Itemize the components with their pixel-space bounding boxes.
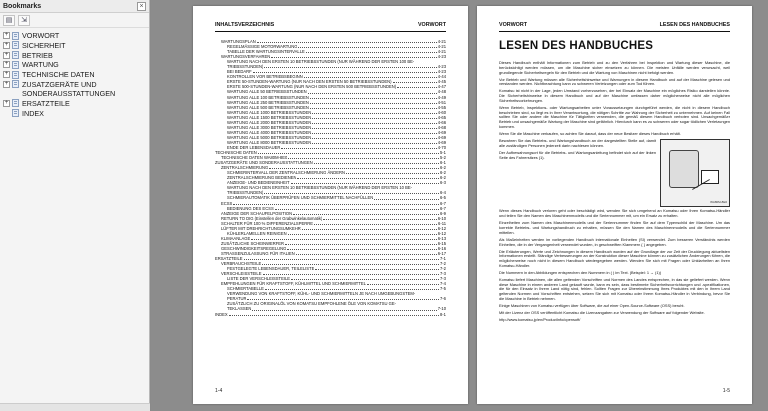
- toc-page: 4-23: [437, 69, 446, 75]
- toc-page: 4-69: [437, 129, 446, 135]
- toc-title: VERWENDUNG VON KRAFTSTOFF, KÜHL- UND SCHMIERMITTELN JE NACH UMGEBUNGSTEM-: [227, 291, 416, 297]
- toc-page: 4-45: [437, 79, 446, 85]
- page-header-right: LESEN DES HANDBUCHES: [659, 22, 730, 28]
- toc-title: FESTGELEGTE LEBENSDAUER, TEILELISTE: [227, 266, 315, 272]
- toc-leader: [288, 234, 437, 235]
- operator-seat-figure: [660, 139, 730, 207]
- toc-title: SCHMIERINTERVALL DER ZENTRALSCHMIERUNG ÄNDERN: [227, 170, 345, 176]
- toc-title: ECSS: [221, 200, 233, 206]
- bookmark-label: TECHNISCHE DATEN: [22, 70, 95, 80]
- toc-page: 6-7: [440, 205, 446, 211]
- toc-title: WARTUNG ALLE 3000 BETRIEBSSTUNDEN: [227, 124, 312, 130]
- body-paragraph: Wenn Betrieb, Inspektions- oder Wartungsarbeiten unter Voraussetzungen durchgeführt werden, die nicht in diesem Handbuch beschrieben sind, so liegt es in Ihrer Verantwortung, die nötigen Schritte zur Wahrung der Sicherheit zu unternehmen. Auf keinen Fall sollten Sie oder andere die Maschine für Tätigkeiten verwenden, die gemäß diesem Handbuch verboten sind. Unsachgemäßer Betrieb und unsachgemäße Wartung der Maschine sind gefährlich. Hierdurch kann es zu schweren oder sogar tödlichen Verletzungen kommen.: [499, 104, 730, 129]
- toc-page: 7-3: [440, 276, 446, 282]
- bookmarks-title: Bookmarks: [3, 2, 42, 10]
- toc-title: TECHNISCHE DATEN: [215, 150, 257, 156]
- toc-leader: [291, 183, 439, 184]
- toc-page: 4-65: [437, 114, 446, 120]
- toc-page: 4-23: [437, 64, 446, 70]
- toc-title: WARTUNG NACH DEN ERSTEN 10 BETRIEBSSTUNDEN (NUR WÄHREND DER ERSTEN 10 BE-: [227, 185, 412, 191]
- close-icon[interactable]: ×: [137, 2, 146, 11]
- body-paragraph: Die Erläuterungen, Werte und Zeichnungen in diesem Handbuch wurden auf der Grundlage der zur Zeit der Drucklegung aktuellsten Informationen erstellt. Ständige Verbesserungen an der Konstruktion dieser Maschine können zu zusätzlichen Änderungen führen, die möglicherweise noch nicht in diesem Handbuch wiedergegeben werden. Wenden Sie sich mit Fragen oder Unklarheiten an Ihren Komatsu-Händler.: [499, 248, 730, 268]
- toc-page: 7-2: [440, 266, 446, 272]
- toc-leader: [247, 299, 439, 300]
- toc-title: KONTROLLEN VOR BETRIEBSBEGINN: [227, 74, 303, 80]
- toc-title: WARTUNG ALLE 2000 BETRIEBSSTUNDEN: [227, 119, 312, 125]
- toc-title: ANZEIGE- UND BEDIENEINHEIT: [227, 180, 290, 186]
- toc-page: 6-7: [440, 200, 446, 206]
- section-body: [499, 61, 730, 325]
- toc-leader: [323, 219, 436, 220]
- toc-page: 6-10: [437, 215, 446, 221]
- expand-icon[interactable]: +: [4, 99, 9, 106]
- toc-title: ERSATZTEILE: [215, 256, 243, 262]
- bookmark-item[interactable]: [3, 109, 149, 118]
- toc-title: TEKLASSEN: [227, 306, 252, 312]
- page-number: 1-5: [722, 388, 730, 394]
- bookmark-icon: [12, 109, 19, 117]
- toc-leader: [312, 118, 436, 119]
- table-of-contents: [215, 39, 446, 317]
- toc-page: 8-1: [440, 311, 446, 317]
- horizontal-scrollbar[interactable]: [0, 403, 150, 411]
- toc-leader: [281, 148, 436, 149]
- toc-title: WARTUNG NACH DEN ERSTEN 10 BETRIEBSSTUNDEN (NUR WÄHREND DER ERSTEN 100 BE-: [227, 59, 415, 65]
- toc-title: WARTUNG ALLE 5000 BETRIEBSSTUNDEN: [227, 134, 312, 140]
- expand-icon[interactable]: +: [4, 41, 9, 48]
- toc-leader: [244, 259, 439, 260]
- toc-leader: [315, 269, 439, 270]
- bookmarks-toolbar: [0, 13, 149, 28]
- toc-page: 4-60: [437, 109, 446, 115]
- toc-page: 6-12: [437, 230, 446, 236]
- toc-title: WARTUNGSPLAN: [221, 39, 256, 44]
- bookmark-label: INDEX: [22, 108, 44, 118]
- body-paragraph: Als Maßeinheiten werden im vorliegenden Handbuch internationale Einheiten (SI) verwendet. Zum besseren Verständnis werden Einheiten, die in der Vergangenheit verwendet wurden, in geschweiften Klammern { } angegeben.: [499, 236, 730, 247]
- toc-leader: [314, 224, 437, 225]
- page-1-5: [477, 6, 752, 404]
- toc-leader: [304, 77, 437, 78]
- body-paragraph: Einzelheiten zum Namen des Maschinenmodells und der Seriennummer finden Sie auf dem Typenschild der Maschine. Um das korrekte Betriebs- und Wartungshandbuch zu erhalten, müssen Sie den Namen des Maschinenmodells und die Seriennummer mitteilen.: [499, 220, 730, 235]
- toc-page: 6-1: [440, 160, 446, 166]
- toc-leader: [393, 82, 437, 83]
- toc-page: 4-69: [437, 139, 446, 145]
- bookmark-item[interactable]: [3, 60, 149, 69]
- toc-page: 4-48: [437, 89, 446, 95]
- section-title: LESEN DES HANDBUCHES: [499, 40, 654, 52]
- expand-icon[interactable]: [3, 110, 10, 117]
- toc-leader: [285, 244, 437, 245]
- bookmark-item[interactable]: [3, 80, 149, 98]
- toc-entry[interactable]: [215, 312, 446, 317]
- body-paragraph: Komatsu ist nicht in der Lage, jeden Umstand vorherzusehen, der bei Einsatz der Maschine ein mögliches Risiko darstellen könnte. Die Sicherheitshinweise in diesem Handbuch und auf der Maschine umfassen daher möglicherweise nicht alle möglichen Sicherheitsvorkehrungen.: [499, 88, 730, 103]
- toc-title: EMPFEHLUNGEN FÜR KRAFTSTOFF, KÜHLMITTEL UND SCHMIERMITTEL: [221, 281, 366, 287]
- toc-entry[interactable]: [215, 291, 446, 296]
- toc-title: WARTUNG ALLE 250 BETRIEBSSTUNDEN: [227, 99, 309, 105]
- toc-title: STRASSENZULASSUNG FÜR ITALIEN: [221, 250, 295, 256]
- bookmark-item[interactable]: [3, 70, 149, 79]
- toc-page: 4-21: [437, 49, 446, 55]
- toc-title: RETURN TO DIG (Einstellen der Grabwinkelautomatik): [221, 215, 323, 221]
- bookmark-icon: [12, 32, 19, 40]
- toc-leader: [264, 193, 439, 194]
- bookmark-item[interactable]: [3, 51, 149, 60]
- expand-icon[interactable]: +: [4, 32, 9, 38]
- toc-page: 4-21: [437, 39, 446, 44]
- toc-leader: [397, 87, 437, 88]
- toc-leader: [257, 42, 437, 43]
- toc-leader: [293, 214, 439, 215]
- toc-leader: [312, 128, 436, 129]
- expand-icon[interactable]: +: [4, 51, 9, 58]
- toc-title: WARTUNG ALLE 1000 BETRIEBSSTUNDEN: [227, 109, 312, 115]
- toc-page: 6-3: [440, 180, 446, 186]
- toc-page: 4-51: [437, 99, 446, 105]
- bookmark-label: ZUSATZGERÄTE UND SONDERAUSSTATTUNGEN: [22, 79, 116, 99]
- bookmark-icon: [12, 61, 19, 69]
- toc-title: ZENTRALSCHMIERUNG BEDIENEN: [227, 175, 297, 181]
- toc-leader: [310, 103, 437, 104]
- toc-page: 4-66: [437, 119, 446, 125]
- bookmarks-panel: [0, 0, 150, 411]
- toc-leader: [346, 173, 439, 174]
- toc-leader: [288, 158, 439, 159]
- bookmark-list: [0, 28, 149, 118]
- toc-title: WARTUNG ALLE 4000 BETRIEBSSTUNDEN: [227, 129, 312, 135]
- toc-title: ANZEIGE DER SCHAUFELPOSITION: [221, 210, 293, 216]
- toc-leader: [265, 289, 439, 290]
- toc-title: ZENTRALSCHMIERUNG: [221, 165, 269, 171]
- toc-page: 4-49: [437, 94, 446, 100]
- toc-leader: [367, 284, 439, 285]
- bookmark-icon: [12, 41, 19, 49]
- toc-page: 6-2: [440, 165, 446, 171]
- toc-title: VERBRAUCHSTEILE: [221, 261, 262, 267]
- toc-leader: [308, 93, 437, 94]
- toc-title: ERSTE 500-STUNDEN-WARTUNG (NUR NACH DEN ERSTEN 500 BETRIEBSSTUNDEN): [227, 84, 397, 90]
- toc-leader: [297, 178, 439, 179]
- toc-page: 7-10: [437, 306, 446, 312]
- toc-page: 7-5: [440, 286, 446, 292]
- toc-title: VERSCHLEISSTEILE: [221, 271, 262, 277]
- toc-title: ZUSÄTZLICH ZU ORIGINALÖL VON KOMATSU EMPFOHLENE ÖLE VON KOMATSU GE-: [227, 301, 397, 307]
- toc-page: 5-1: [440, 150, 446, 156]
- toc-title: TECHNISCHE DATEN WA80M-8E0: [221, 155, 288, 161]
- toc-leader: [296, 254, 437, 255]
- toc-page: 6-15: [437, 240, 446, 246]
- toc-title: ENDE DER LEBENSDAUER: [227, 144, 281, 150]
- toc-leader: [298, 47, 436, 48]
- toc-page: 6-2: [440, 175, 446, 181]
- bookmark-item[interactable]: [3, 41, 149, 50]
- bookmark-item[interactable]: [3, 99, 149, 108]
- page-header: [215, 22, 446, 32]
- toc-leader: [312, 143, 436, 144]
- toc-title: LÜFTER MIT DREHRICHTUNGSUMKEHR: [221, 225, 301, 231]
- toc-page: 4-23: [437, 54, 446, 60]
- body-paragraph: Komatsu liefert Maschinen, die allen geltenden Vorschriften und Normen des Landes entsprechen, in das sie geliefert werden. Wenn diese Maschine in einem anderen Land gekauft wurde, kann es sein, dass bestimmte Sicherheitsvorrichtungen und -spezifikationen, die für den Einsatz in Ihrem Land nötig sind, fehlen. Sollten Fragen zur Übereinstimmung Ihres Produktes mit den in Ihrem Land geltenden Normen und Vorschriften entstehen, setzen Sie sich mit Komatsu oder Ihrem Komatsu-Händler in Verbindung, bevor Sie die Maschine in Betrieb nehmen.: [499, 276, 730, 301]
- toc-title: TABELLE DER WARTUNGSINTERVALLE: [227, 49, 305, 55]
- bookmark-icon: [12, 80, 19, 88]
- body-paragraph: Die Nummern in den Abbildungen entsprechen den Nummern in ( ) im Text. (Beispiel: 1 → (1)): [499, 269, 662, 275]
- expand-bookmark-icon[interactable]: ⇲: [18, 15, 30, 26]
- toc-leader: [312, 133, 436, 134]
- toc-page: 7-3: [440, 271, 446, 277]
- toc-title: BEDIENUNG DES ECSS: [227, 205, 274, 211]
- toc-title: BEI BEDARF: [227, 69, 252, 75]
- body-paragraph: Wenn dieses Handbuch verloren geht oder beschädigt wird, wenden Sie sich umgehend an Komatsu oder Ihren Komatsu-Händler und teilen Sie den Namen des Maschinenmodells und die Seriennummer mit, um ein Ersatz zu erhalten.: [499, 208, 730, 219]
- toc-page: 6-12: [437, 225, 446, 231]
- toc-page: 4-44: [437, 74, 446, 80]
- toc-page: 4-70: [437, 144, 446, 150]
- toc-title: PERATUR: [227, 296, 247, 302]
- toc-leader: [269, 168, 439, 169]
- toc-page: 6-11: [438, 220, 446, 226]
- page-1-4: [193, 6, 468, 404]
- toc-page: 6-2: [440, 170, 446, 176]
- page-footer: [499, 388, 730, 394]
- bookmark-icon: [12, 99, 19, 107]
- toc-page: 6-9: [440, 210, 446, 216]
- toc-leader: [251, 239, 436, 240]
- toc-leader: [312, 138, 436, 139]
- toc-leader: [312, 123, 436, 124]
- toc-leader: [275, 209, 439, 210]
- body-paragraph: Einige Maschinen von Komatsu verfügen über Software, die auf einer Open-Source-Software (OSS) beruht.: [499, 303, 685, 309]
- toc-page: 7-2: [440, 261, 446, 267]
- toc-page: 4-47: [437, 84, 446, 90]
- toc-page: 6-5: [440, 195, 446, 201]
- page-footer: [215, 388, 446, 394]
- figure-row: [499, 139, 730, 207]
- body-paragraph: Bewahren Sie das Betriebs- und Wartungshandbuch an der dargestellten Stelle auf, damit alle zuständigen Personen jederzeit darin nachlesen können.: [499, 137, 656, 148]
- bookmark-label: ERSATZTEILE: [22, 98, 70, 108]
- toc-title: ERSTE 50-STUNDEN-WARTUNG (NUR NACH DEN ERSTEN 50 BETRIEBSSTUNDEN): [227, 79, 392, 85]
- toc-leader: [312, 113, 436, 114]
- body-paragraph: http://www.komatsu.jp/en/ProductInfo/opensoft/: [499, 317, 581, 323]
- bookmark-label: VORWORT: [22, 31, 60, 40]
- toc-title: SCHMIERTABELLE: [227, 286, 264, 292]
- toc-title: WARTUNGSVERFAHREN: [221, 54, 271, 60]
- toc-leader: [253, 72, 437, 73]
- toc-page: 7-4: [440, 281, 446, 287]
- toc-title: LISTE DER VERSCHLEISSTEILE: [227, 276, 291, 282]
- toc-page: 4-55: [437, 104, 446, 110]
- toc-title: REGELMÄSSIGE MOTORWARTUNG: [227, 44, 298, 50]
- toc-title: WARTUNG ALLE 50 BETRIEBSSTUNDEN: [227, 89, 307, 95]
- toc-leader: [287, 249, 436, 250]
- toc-page: 6-13: [437, 235, 446, 241]
- toc-leader: [258, 153, 439, 154]
- toc-title: TRIEBSSTUNDEN): [227, 190, 264, 196]
- toc-title: INDEX: [215, 311, 228, 317]
- toc-leader: [252, 310, 436, 311]
- toc-title: WARTUNG ALLE 100 BETRIEBSSTUNDEN: [227, 94, 309, 100]
- body-paragraph: Mit der Lizenz der OSS veröffentlicht Komatsu die Lizenzangaben zur Verwendung der Software auf folgender Website.: [499, 310, 705, 316]
- toc-page: 6-16: [437, 245, 446, 251]
- options-icon[interactable]: ▤: [3, 15, 15, 26]
- toc-title: SCHALTER FÜR 100 % DIFFERENZIALSPERRE: [221, 220, 313, 226]
- toc-leader: [264, 67, 436, 68]
- toc-leader: [262, 264, 439, 265]
- toc-leader: [310, 98, 437, 99]
- figure-caption: WA80M-8E0: [710, 200, 727, 205]
- body-paragraph: Der Aufbewahrungsort für die Betriebs- und Wartungsanleitung befindet sich auf der linken Seite des Fahrersitzes (1).: [499, 149, 656, 160]
- toc-title: ZUSÄTZLICHE SCHEINWERFER: [221, 240, 285, 246]
- toc-leader: [229, 315, 439, 316]
- toc-title: SCHMIERAUTOMATIK ÜBERPRÜFEN UND SCHMIERMITTEL NACHFÜLLEN: [227, 195, 374, 201]
- toc-leader: [263, 274, 439, 275]
- toc-page: 4-21: [437, 44, 446, 50]
- bookmark-item[interactable]: [3, 31, 149, 40]
- toc-leader: [291, 279, 439, 280]
- expand-icon[interactable]: +: [4, 61, 9, 68]
- bookmark-label: BETRIEB: [22, 50, 53, 60]
- toc-leader: [310, 108, 437, 109]
- seat-shape: [669, 150, 699, 188]
- toc-page: 6-4: [440, 190, 446, 196]
- toc-leader: [306, 52, 437, 53]
- toc-title: ZUSATZGERÄTE UND SONDERAUSSTATTUNGEN: [215, 160, 313, 166]
- page-header: [499, 22, 730, 32]
- toc-title: KÜHLERLAMELLEN REINIGEN: [227, 230, 287, 236]
- toc-page: 4-68: [437, 124, 446, 130]
- toc-page: 6-17: [437, 250, 446, 256]
- toc-page: 7-6: [440, 296, 446, 302]
- bookmark-icon: [12, 51, 19, 59]
- body-paragraph: Wenn Sie die Maschine verkaufen, so achten Sie darauf, dass der neue Besitzer dieses Handbuch erhält.: [499, 130, 681, 136]
- toc-page: 5-2: [440, 155, 446, 161]
- toc-leader: [271, 57, 436, 58]
- page-number: 1-4: [215, 388, 223, 394]
- toc-page: 7-1: [440, 256, 446, 262]
- body-paragraph: Dieses Handbuch enthält Informationen zum Betrieb und zu den Verfahren bei Inspektion und Wartung dieser Maschine, die berücksichtigt werden müssen, um die Maschine sicher einsetzen zu können. Die meisten Unfälle werden verursacht, weil grundlegende Sicherheitsregeln für den Betrieb und die Wartung von Maschinen nicht befolgt werden.: [499, 60, 730, 75]
- toc-title: WARTUNG ALLE 500 BETRIEBSSTUNDEN: [227, 104, 309, 110]
- page-header-left: VORWORT: [499, 22, 528, 28]
- toc-title: WARTUNG ALLE 8000 BETRIEBSSTUNDEN: [227, 139, 312, 145]
- document-viewport[interactable]: [151, 0, 768, 411]
- bookmarks-header: [0, 0, 149, 13]
- toc-title: KLIMAANLAGE: [221, 235, 251, 241]
- page-header-left: INHALTSVERZEICHNIS: [215, 22, 275, 28]
- toc-leader: [233, 204, 439, 205]
- toc-leader: [302, 229, 437, 230]
- toc-leader: [374, 199, 439, 200]
- bookmark-label: SICHERHEIT: [22, 40, 66, 50]
- expand-icon[interactable]: +: [4, 71, 9, 78]
- expand-icon[interactable]: +: [4, 80, 9, 87]
- bookmark-label: WARTUNG: [22, 60, 59, 70]
- body-paragraph: Vor Betrieb und Wartung müssen alle Sicherheitshinweise und Warnungen in diesem Handbuch und auf der Maschine gelesen und verstanden werden. Nichtbeachtung kann zu schweren Verletzungen oder zum Tod führen.: [499, 76, 730, 87]
- toc-page: 4-69: [437, 134, 446, 140]
- toc-title: GESCHWINDIGKEITSREGELUNG: [221, 245, 287, 251]
- toc-title: TRIEBSSTUNDEN): [227, 64, 264, 70]
- page-header-right: VORWORT: [417, 22, 446, 28]
- bookmark-icon: [12, 71, 19, 79]
- toc-leader: [314, 163, 439, 164]
- toc-title: WARTUNG ALLE 1500 BETRIEBSSTUNDEN: [227, 114, 312, 120]
